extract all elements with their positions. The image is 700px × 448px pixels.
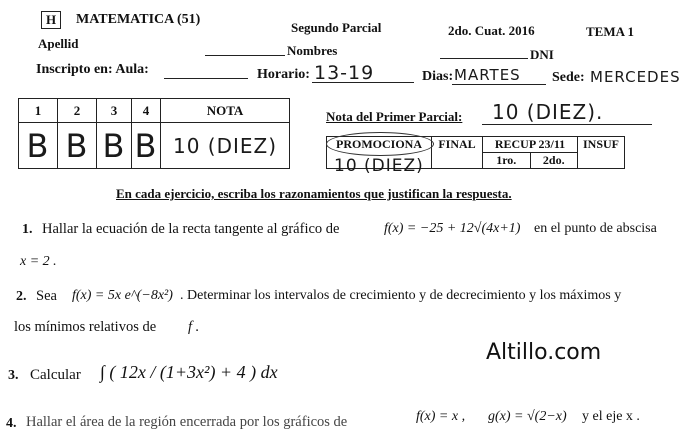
exercise-1-number: 1. xyxy=(22,222,33,237)
insuf-header: INSUF xyxy=(578,137,625,169)
horario-value: 13-19 xyxy=(314,62,375,84)
exercise-2-function: f(x) = 5x e^(−8x²) xyxy=(72,288,173,303)
nombres-line xyxy=(440,58,528,59)
final-header: FINAL xyxy=(432,137,483,169)
first-partial-label: Nota del Primer Parcial: xyxy=(326,109,463,124)
apellido-line xyxy=(205,55,285,56)
subject-title: MATEMATICA (51) xyxy=(76,12,201,27)
aula-line xyxy=(164,78,248,79)
sede-label: Sede: xyxy=(552,70,585,85)
inscripto-label: Inscripto en: Aula: xyxy=(36,62,149,77)
exercise-1-text-b: en el punto de abscisa xyxy=(534,221,657,236)
grade-header-nota: NOTA xyxy=(161,99,290,123)
exercise-4-text: Hallar el área de la región encerrada por los gráficos de xyxy=(26,414,348,430)
tema-label: TEMA 1 xyxy=(586,24,635,39)
tema-box: H xyxy=(41,11,61,29)
exercise-3-text: Calcular xyxy=(30,367,81,383)
exercise-2-text: Sea xyxy=(36,288,57,304)
grade-table xyxy=(18,98,290,169)
promociona-header: PROMOCIONA xyxy=(327,137,432,169)
exercise-1-function: f(x) = −25 + 12√(4x+1) xyxy=(384,221,521,236)
promociona-value: 10 (DIEZ) xyxy=(334,156,424,176)
exercise-1-abscissa: x = 2 . xyxy=(20,254,57,269)
dias-label: Dias: xyxy=(422,69,454,84)
exercise-1-text: Hallar la ecuación de la recta tangente al gráfico de xyxy=(42,221,340,237)
exercise-2-text-d: f . xyxy=(188,319,200,335)
nombres-label: Nombres xyxy=(287,43,338,58)
grade-header-4: 4 xyxy=(132,99,161,123)
horario-label: Horario: xyxy=(257,67,310,82)
grade-header-2: 2 xyxy=(58,99,97,123)
exercise-4-function-g: g(x) = √(2−x) xyxy=(488,409,567,424)
dni-label: DNI xyxy=(530,47,554,62)
grade-header-1: 1 xyxy=(19,99,58,123)
recup-2do: 2do. xyxy=(530,153,578,169)
exercise-3-integral: ∫ ( 12x / (1+3x²) + 4 ) dx xyxy=(100,362,278,382)
exam-title: Segundo Parcial xyxy=(291,20,382,35)
exercise-4-number: 4. xyxy=(6,416,17,431)
exercise-4-function-f: f(x) = x , xyxy=(416,409,466,424)
dias-value: MARTES xyxy=(454,66,521,84)
grade-value-3: B xyxy=(97,123,132,169)
grade-value-2: B xyxy=(58,123,97,169)
exercise-2-number: 2. xyxy=(16,289,27,304)
grade-header-3: 3 xyxy=(97,99,132,123)
apellido-label: Apellid xyxy=(38,36,79,51)
first-partial-line xyxy=(482,124,652,125)
exercise-3-number: 3. xyxy=(8,368,19,383)
exercise-2-text-b: . Determinar los intervalos de crecimiento y de decrecimiento y los máximos y xyxy=(180,288,622,303)
grade-value-1: B xyxy=(19,123,58,169)
recup-header: RECUP 23/11 xyxy=(483,137,578,153)
grade-value-4: B xyxy=(132,123,161,169)
watermark: Altillo.com xyxy=(486,340,602,365)
promociona-circle xyxy=(326,132,434,156)
grade-value-nota: 10 (DIEZ) xyxy=(161,123,290,169)
instructions: En cada ejercicio, escriba los razonamientos que justifican la respuesta. xyxy=(116,186,512,201)
exercise-2-text-c: los mínimos relativos de xyxy=(14,319,157,335)
recup-1ro: 1ro. xyxy=(483,153,531,169)
exercise-4-text-b: y el eje x . xyxy=(582,409,640,424)
dias-line xyxy=(452,84,546,85)
sede-value: MERCEDES xyxy=(590,68,681,86)
first-partial-value: 10 (DIEZ). xyxy=(492,100,604,124)
term-label: 2do. Cuat. 2016 xyxy=(448,23,535,38)
horario-line xyxy=(312,82,414,83)
